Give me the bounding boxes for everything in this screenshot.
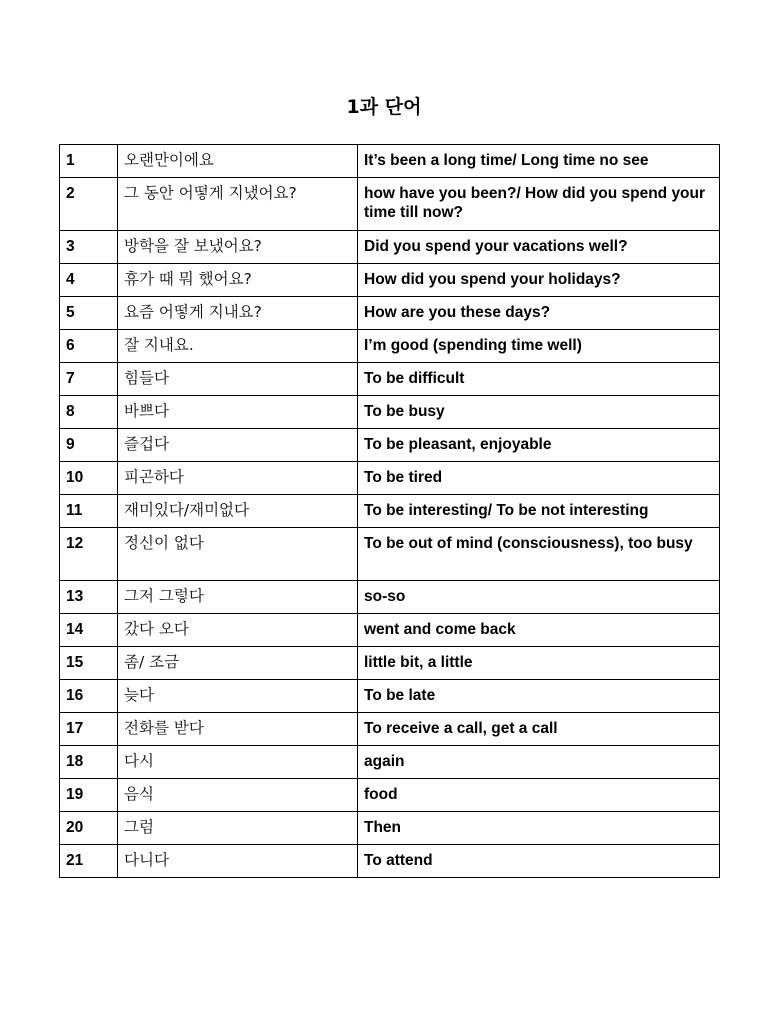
table-row (60, 330, 720, 363)
korean-term: 그저 그렇다 (118, 581, 358, 614)
korean-term: 정신이 없다 (118, 528, 358, 581)
table-row (60, 581, 720, 614)
korean-term: 휴가 때 뭐 했어요? (118, 264, 358, 297)
korean-term: 힘들다 (118, 363, 358, 396)
row-number: 2 (60, 178, 118, 231)
korean-term: 그럼 (118, 812, 358, 845)
table-row (60, 178, 720, 231)
english-meaning: How are you these days? (358, 297, 720, 330)
english-meaning: food (358, 779, 720, 812)
row-number: 18 (60, 746, 118, 779)
english-meaning: To be interesting/ To be not interesting (358, 495, 720, 528)
row-number: 9 (60, 429, 118, 462)
table-row (60, 145, 720, 178)
row-number: 8 (60, 396, 118, 429)
row-number: 10 (60, 462, 118, 495)
korean-term: 피곤하다 (118, 462, 358, 495)
english-meaning: again (358, 746, 720, 779)
korean-term: 음식 (118, 779, 358, 812)
row-number: 1 (60, 145, 118, 178)
table-row (60, 746, 720, 779)
korean-term: 즐겁다 (118, 429, 358, 462)
korean-term: 다니다 (118, 845, 358, 878)
english-meaning: so-so (358, 581, 720, 614)
korean-term: 전화를 받다 (118, 713, 358, 746)
english-meaning: To be tired (358, 462, 720, 495)
row-number: 5 (60, 297, 118, 330)
korean-term: 그 동안 어떻게 지냈어요? (118, 178, 358, 231)
korean-term: 다시 (118, 746, 358, 779)
table-row (60, 614, 720, 647)
korean-term: 오랜만이에요 (118, 145, 358, 178)
table-row (60, 231, 720, 264)
row-number: 15 (60, 647, 118, 680)
row-number: 19 (60, 779, 118, 812)
english-meaning: To be late (358, 680, 720, 713)
table-row (60, 396, 720, 429)
row-number: 3 (60, 231, 118, 264)
english-meaning: To be difficult (358, 363, 720, 396)
table-row (60, 647, 720, 680)
english-meaning: little bit, a little (358, 647, 720, 680)
row-number: 14 (60, 614, 118, 647)
english-meaning: Then (358, 812, 720, 845)
english-meaning: To be busy (358, 396, 720, 429)
page-title: 1과 단어 (346, 96, 422, 118)
table-row (60, 462, 720, 495)
english-meaning: how have you been?/ How did you spend your time till now? (358, 178, 720, 231)
english-meaning: To be pleasant, enjoyable (358, 429, 720, 462)
row-number: 11 (60, 495, 118, 528)
table-row (60, 528, 720, 581)
row-number: 7 (60, 363, 118, 396)
table-row (60, 297, 720, 330)
korean-term: 바쁘다 (118, 396, 358, 429)
english-meaning: Did you spend your vacations well? (358, 231, 720, 264)
korean-term: 방학을 잘 보냈어요? (118, 231, 358, 264)
row-number: 13 (60, 581, 118, 614)
table-row (60, 429, 720, 462)
row-number: 17 (60, 713, 118, 746)
row-number: 16 (60, 680, 118, 713)
english-meaning: To be out of mind (consciousness), too busy (358, 528, 720, 581)
vocabulary-table (59, 144, 720, 878)
row-number: 6 (60, 330, 118, 363)
row-number: 4 (60, 264, 118, 297)
english-meaning: To receive a call, get a call (358, 713, 720, 746)
table-row (60, 363, 720, 396)
table-row (60, 495, 720, 528)
table-row (60, 845, 720, 878)
english-meaning: How did you spend your holidays? (358, 264, 720, 297)
english-meaning: It’s been a long time/ Long time no see (358, 145, 720, 178)
english-meaning: To attend (358, 845, 720, 878)
table-row (60, 779, 720, 812)
korean-term: 잘 지내요. (118, 330, 358, 363)
row-number: 20 (60, 812, 118, 845)
english-meaning: I’m good (spending time well) (358, 330, 720, 363)
english-meaning: went and come back (358, 614, 720, 647)
table-row (60, 264, 720, 297)
korean-term: 갔다 오다 (118, 614, 358, 647)
table-row (60, 812, 720, 845)
row-number: 12 (60, 528, 118, 581)
korean-term: 재미있다/재미없다 (118, 495, 358, 528)
korean-term: 좀/ 조금 (118, 647, 358, 680)
korean-term: 늦다 (118, 680, 358, 713)
korean-term: 요즘 어떻게 지내요? (118, 297, 358, 330)
table-row (60, 713, 720, 746)
table-row (60, 680, 720, 713)
row-number: 21 (60, 845, 118, 878)
